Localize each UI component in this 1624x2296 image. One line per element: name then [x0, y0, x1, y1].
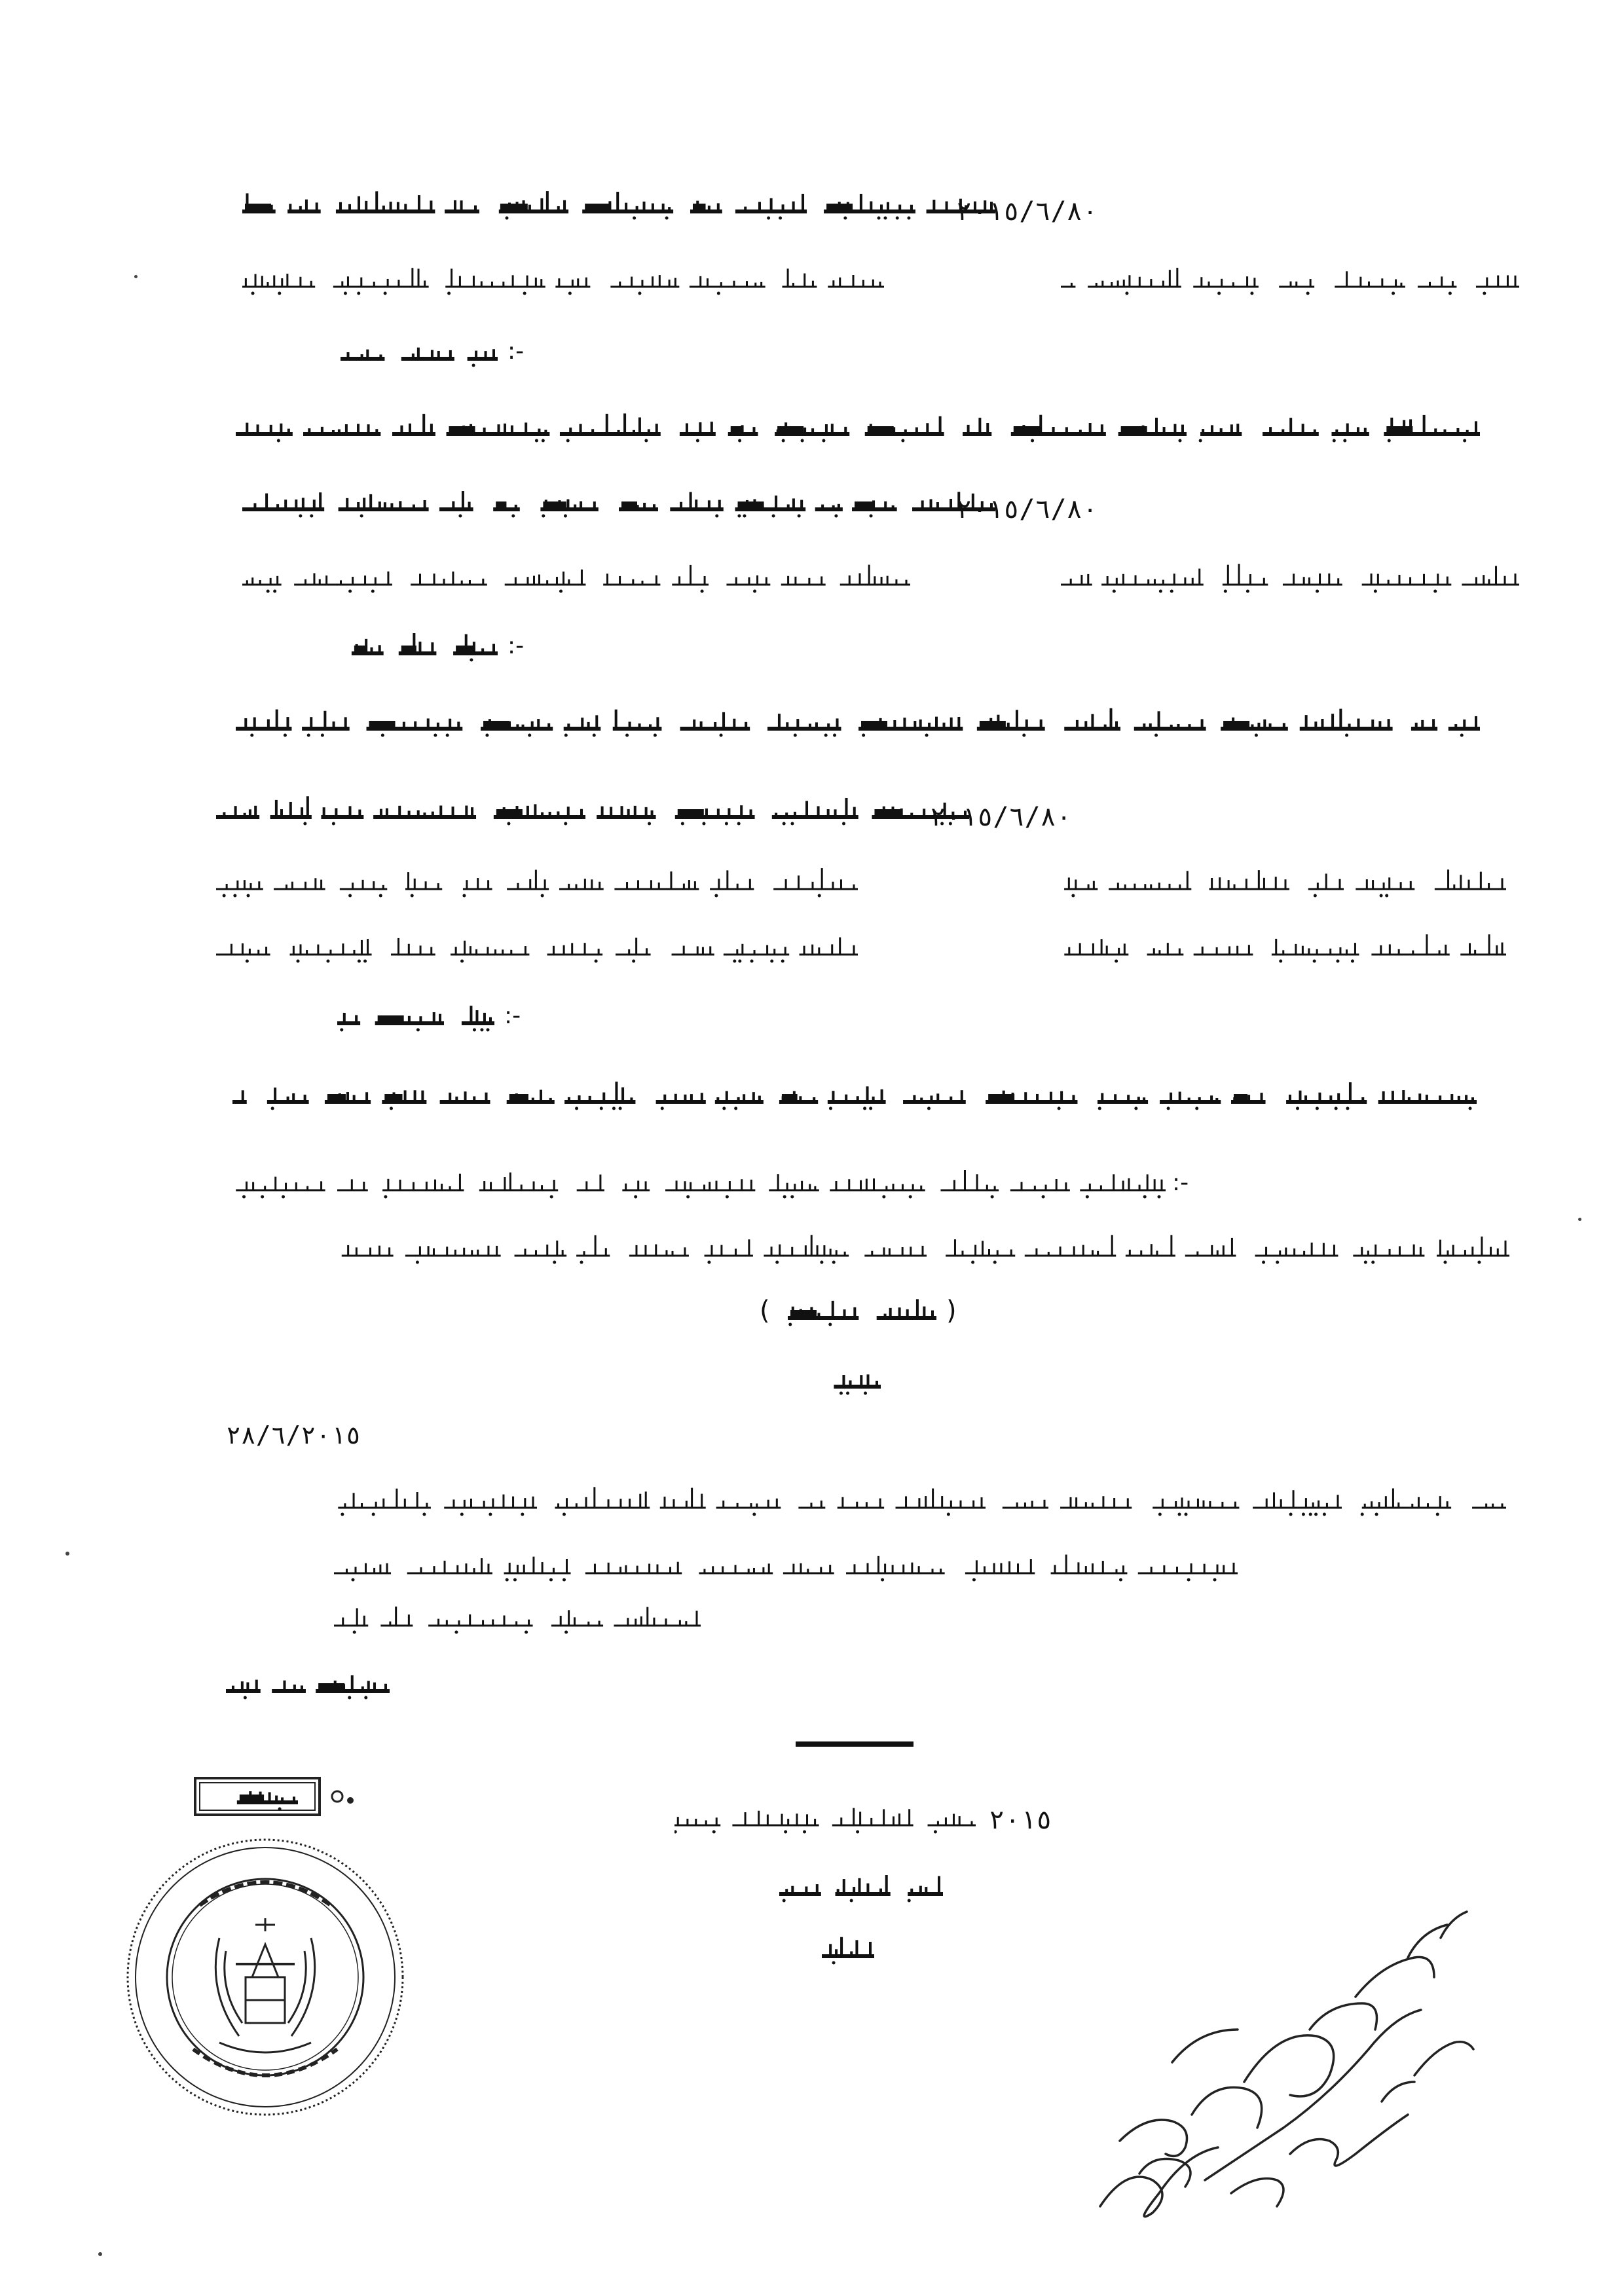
para-line-1 — [334, 1483, 1506, 1522]
para-line-2 — [334, 1548, 1238, 1588]
note-line-2 — [331, 1231, 1509, 1270]
block-3-date: ٢٠١٥/٦/٨٠ — [930, 802, 1072, 832]
scan-speck — [98, 2252, 102, 2256]
footer-number: ٢٠١٥ — [989, 1805, 1052, 1835]
closing-parenthetical — [760, 1293, 969, 1332]
para-line-3 — [334, 1601, 701, 1640]
paren-close: ) — [946, 1296, 957, 1326]
note-line-1 — [229, 1165, 1198, 1205]
block-2-body — [236, 704, 1480, 743]
separator-line — [796, 1741, 913, 1747]
left-signoff — [226, 1666, 390, 1705]
scan-speck — [1578, 1218, 1581, 1221]
footer-signoff — [779, 1869, 943, 1908]
note-marker: :- — [1172, 1169, 1189, 1196]
block-1-date: ٢٠١٥/٦/٨٠ — [956, 196, 1098, 227]
block-3-body — [232, 1077, 1477, 1116]
block-2-subject-right — [1061, 560, 1519, 599]
handwritten-signature-icon — [1074, 1866, 1493, 2232]
block-3-subject-left-a — [216, 864, 858, 903]
block-1-heading — [341, 334, 550, 373]
block-1-body — [236, 409, 1480, 448]
block-2-heading — [341, 629, 550, 668]
second-date: ٢٨/٦/٢٠١٥ — [226, 1421, 361, 1449]
block-3-heading — [337, 998, 547, 1038]
scan-speck — [134, 275, 138, 278]
block-2-subject-left — [242, 560, 910, 599]
block-3-subject-right-a — [1048, 864, 1506, 903]
footer-closing-word — [822, 1931, 874, 1971]
block-1-subject-left — [242, 262, 884, 301]
block-3-heading-marker: :- — [504, 1002, 521, 1029]
block-1-heading-marker: :- — [507, 338, 525, 365]
paren-open: ( — [760, 1296, 770, 1326]
official-seal-icon — [121, 1833, 409, 2121]
stamp-box-icon — [193, 1774, 357, 1820]
scan-speck — [65, 1552, 69, 1556]
block-1-subject-right — [1061, 262, 1519, 301]
block-3-subject-right-b — [1048, 930, 1506, 969]
block-2-heading-marker: :- — [507, 632, 525, 659]
closing-word — [828, 1362, 881, 1401]
block-3-subject-left-b — [216, 930, 858, 969]
block-2-date: ٢٠١٥/٦/٨٠ — [956, 494, 1098, 524]
